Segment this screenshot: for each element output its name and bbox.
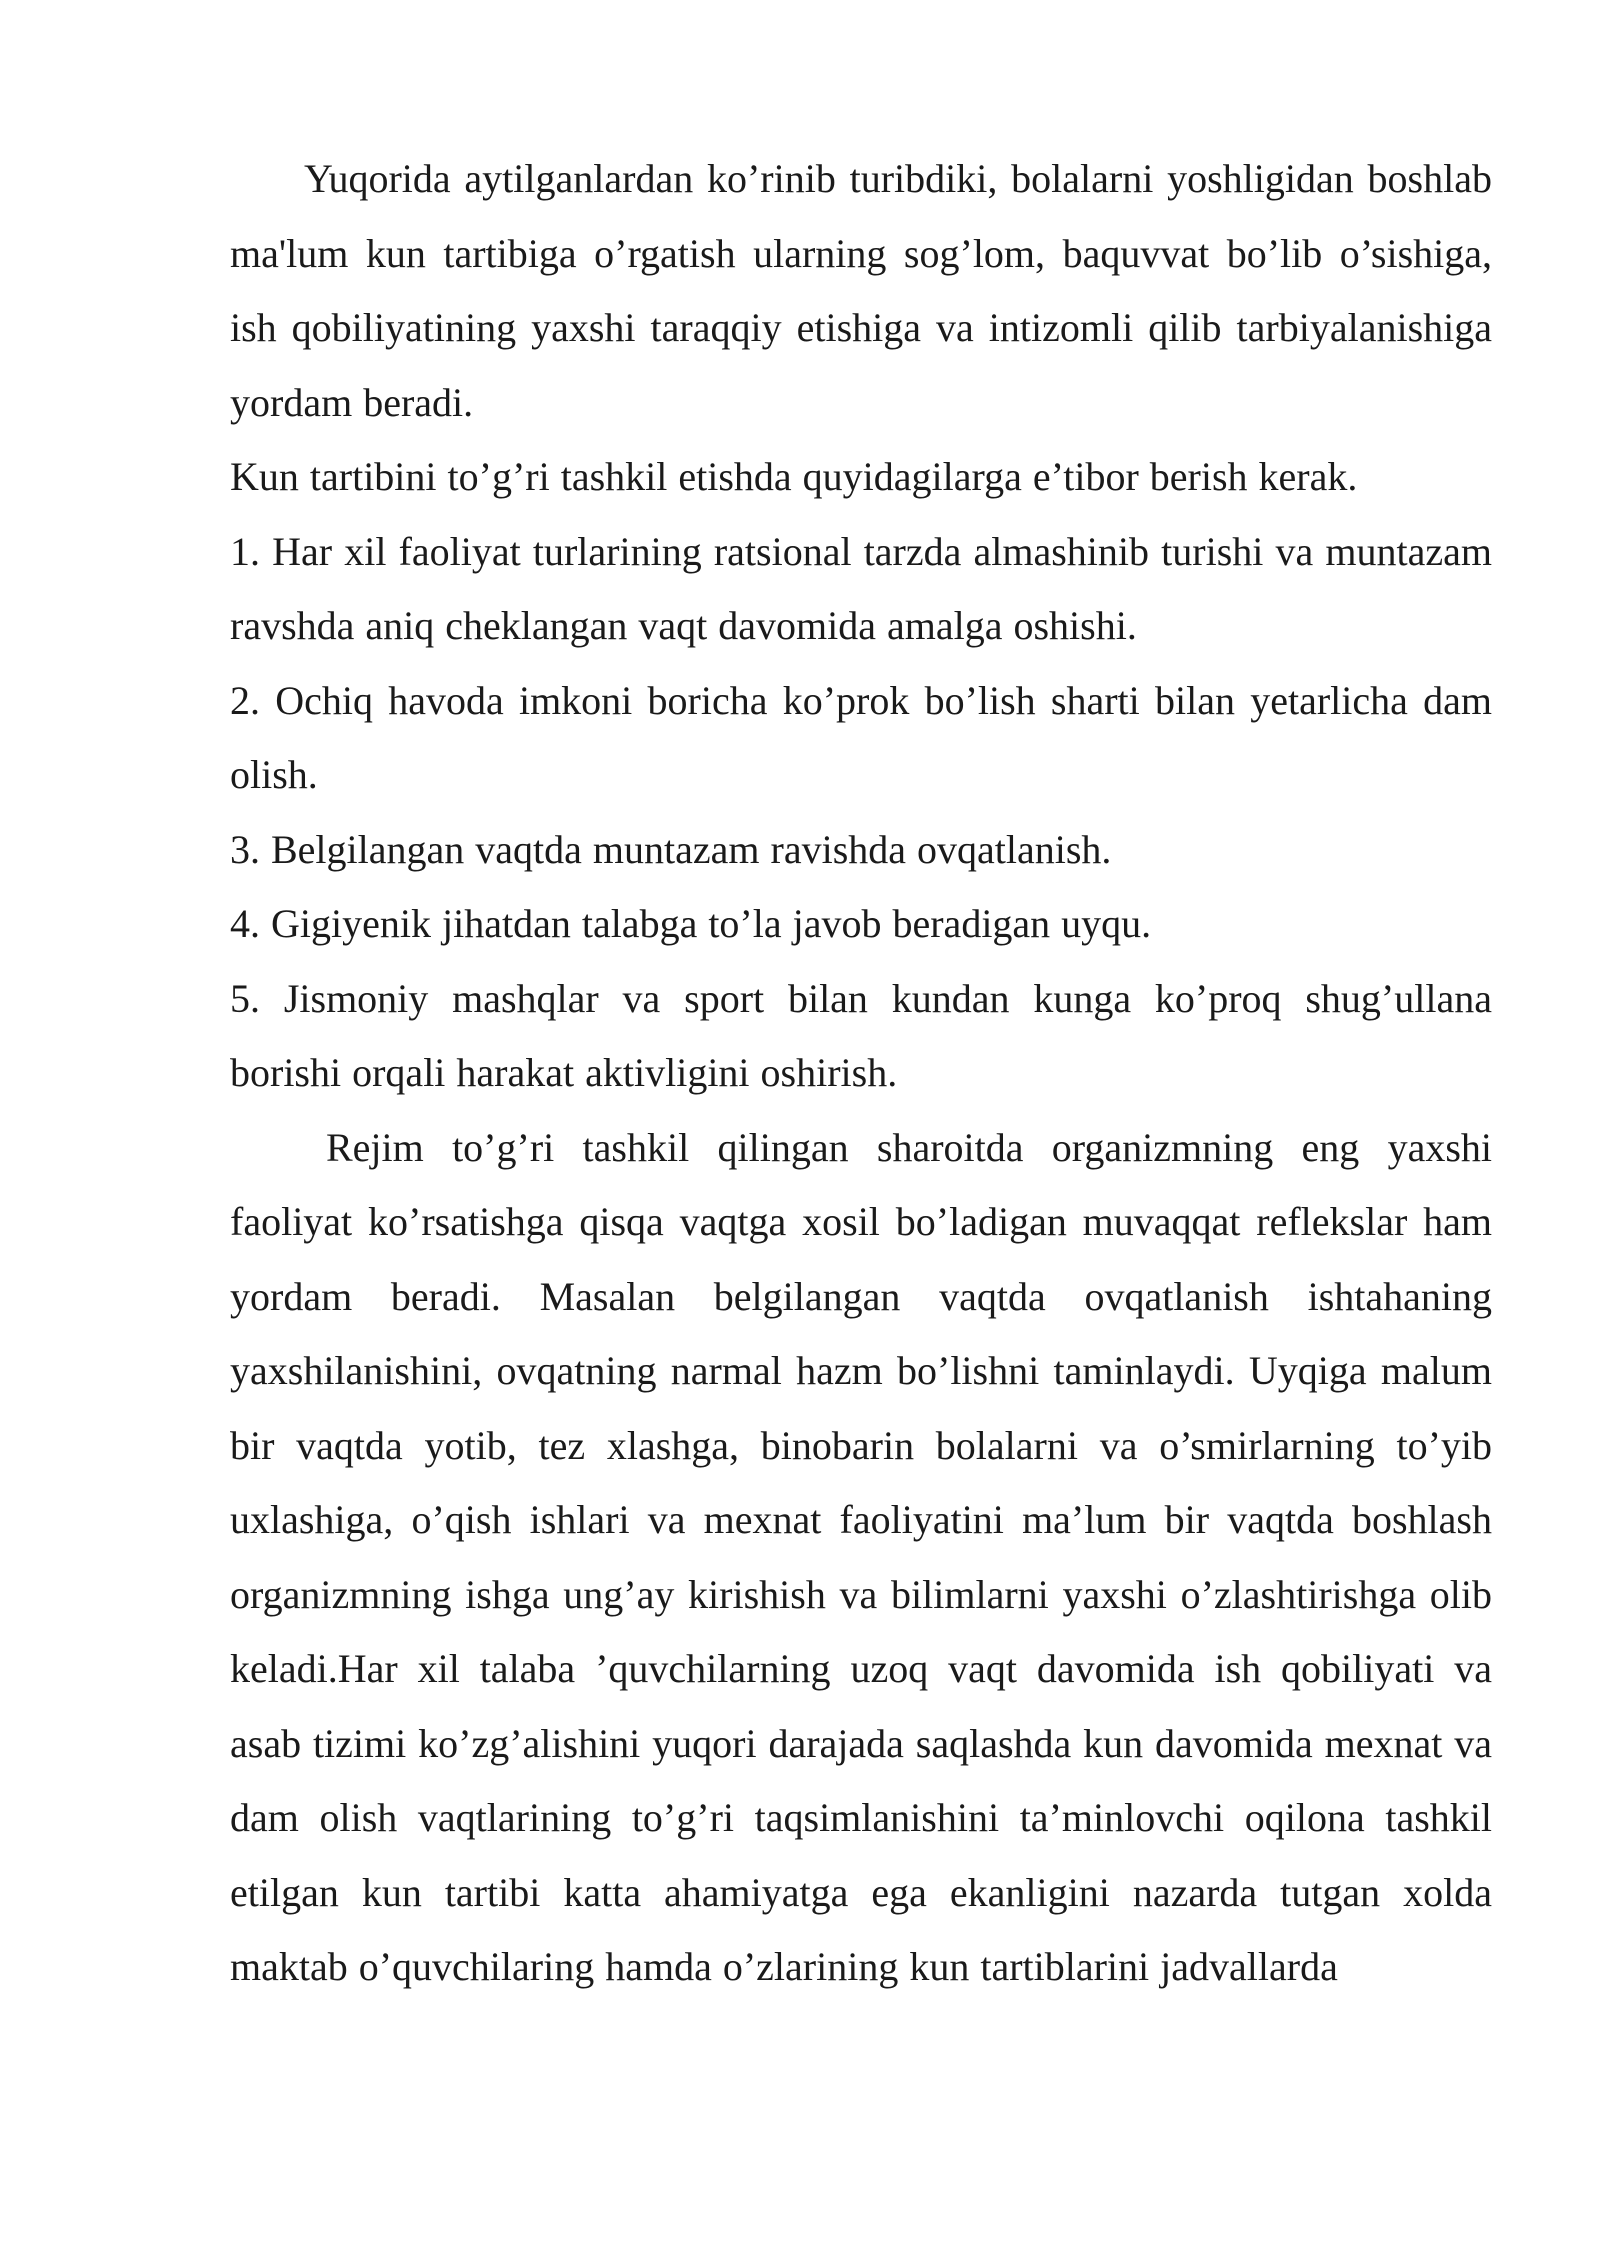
document-page: [230, 142, 1492, 2005]
paragraph-lead-in: Kun tartibini to’g’ri tashkil etishda quyidagilarga e’tibor berish kerak.: [230, 454, 1358, 499]
paragraph-regime: Rejim to’g’ri tashkil qilingan sharoitda organizmning eng yaxshi faoliyat ko’rsatishga qisqa vaqtga xosil bo’ladigan muvaqqat reflekslar ham yordam beradi. Masalan belgilangan vaqtda ovqatlanish ishtahaning yaxshilanishini, ovqatning narmal hazm bo’lishni taminlaydi. Uyqiga malum bir vaqtda yotib, tez xlashga, binobarin bolalarni va o’smirlarning to’yib uxlashiga, o’qish ishlari va mexnat faoliyatini ma’lum bir vaqtda boshlash organizmning ishga ung’ay kirishish va bilimlarni yaxshi o’zlashtirishga olib keladi.Har xil talaba ’quvchilarning uzoq vaqt davomida ish qobiliyati va asab tizimi ko’zg’alishini yuqori darajada saqlashda kun davomida mexnat va dam olish vaqtlarining to’g’ri taqsimlanishini ta’minlovchi oqilona tashkil etilgan kun tartibi katta ahamiyatga ega ekanligini nazarda tutgan xolda maktab o’quvchilaring hamda o’zlarining kun tartiblarini jadvallarda: [230, 1124, 1492, 1989]
list-item-5: 5. Jismoniy mashqlar va sport bilan kundan kunga ko’proq shug’ullana borishi orqali harakat aktivligini oshirish.: [230, 975, 1492, 1095]
list-item-3: 3. Belgilangan vaqtda muntazam ravishda ovqatlanish.: [230, 826, 1112, 872]
list-item-4: 4. Gigiyenik jihatdan talabga to’la javob beradigan uyqu.: [230, 901, 1152, 946]
paragraph-intro: Yuqorida aytilganlardan ko’rinib turibdiki, bolalarni yoshligidan boshlab ma'lum kun tartibiga o’rgatish ularning sog’lom, baquvvat bo’lib o’sishiga, ish qobiliyatining yaxshi taraqqiy etishiga va intizomli qilib tarbiyalanishiga yordam beradi.: [230, 156, 1492, 425]
list-item-1: 1. Har xil faoliyat turlarining ratsional tarzda almashinib turishi va muntazam ravshda aniq cheklangan vaqt davomida amalga oshishi.: [230, 528, 1492, 648]
list-item-2: 2. Ochiq havoda imkoni boricha ko’prok bo’lish sharti bilan yetarlicha dam olish.: [230, 677, 1492, 797]
